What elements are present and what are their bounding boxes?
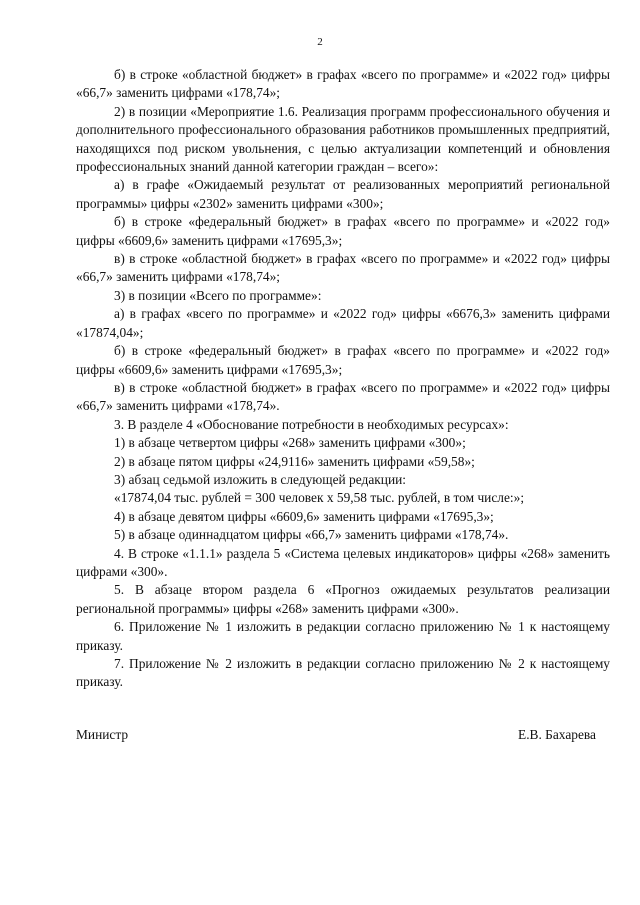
paragraph-2a-expected-result: а) в графе «Ожидаемый результат от реализованных мероприятий региональной программы» цифры «2302» заменить цифрами «300»;	[76, 177, 610, 211]
paragraph-section-6: 5. В абзаце втором раздела 6 «Прогноз ожидаемых результатов реализации региональной программы» цифры «268» заменить цифрами «300».	[76, 582, 610, 616]
paragraph-2-measure-1-6: 2) в позиции «Мероприятие 1.6. Реализация программ профессионального обучения и дополнительного профессионального образования работников промышленных предприятий, находящихся под риском увольнения, с целью актуализации компетенций и обновления профессиональных знаний данной категории граждан – всего»:	[76, 103, 610, 175]
signatory-name: Е.В. Бахарева	[518, 727, 596, 742]
paragraph-section-5: 4. В строке «1.1.1» раздела 5 «Система целевых индикаторов» цифры «268» заменить цифрами «300».	[76, 545, 610, 579]
paragraph-2b-federal-budget: б) в строке «федеральный бюджет» в графах «всего по программе» и «2022 год» цифры «6609,6» заменить цифрами «17695,3»;	[76, 214, 610, 248]
paragraph-3a-total: а) в графах «всего по программе» и «2022 год» цифры «6676,3» заменить цифрами «17874,04»;	[76, 306, 610, 340]
paragraph-section-4-item-3: 3) абзац седьмой изложить в следующей редакции:	[114, 471, 406, 487]
signatory-position: Министр	[76, 727, 129, 742]
paragraph-section-4-item-1: 1) в абзаце четвертом цифры «268» заменить цифрами «300»;	[114, 435, 466, 451]
paragraph-section-4-item-4: 4) в абзаце девятом цифры «6609,6» заменить цифрами «17695,3»;	[114, 508, 494, 524]
paragraph-3b-federal-budget: б) в строке «федеральный бюджет» в графах «всего по программе» и «2022 год» цифры «6609,6» заменить цифрами «17695,3»;	[76, 343, 610, 377]
paragraph-section-4-item-5: 5) в абзаце одиннадцатом цифры «66,7» заменить цифрами «178,74».	[114, 527, 509, 543]
paragraph-2c-regional-budget: в) в строке «областной бюджет» в графах «всего по программе» и «2022 год» цифры «66,7» заменить цифрами «178,74»;	[76, 251, 610, 285]
paragraph-section-4-formula: «17874,04 тыс. рублей = 300 человек х 59,58 тыс. рублей, в том числе:»;	[114, 490, 525, 506]
paragraph-appendix-1: 6. Приложение № 1 изложить в редакции согласно приложению № 1 к настоящему приказу.	[76, 619, 610, 653]
paragraph-section-4-item-2: 2) в абзаце пятом цифры «24,9116» заменить цифрами «59,58»;	[114, 453, 475, 469]
document-body	[76, 66, 610, 692]
paragraph-section-4: 3. В разделе 4 «Обоснование потребности в необходимых ресурсах»:	[114, 416, 509, 432]
paragraph-3c-regional-budget: в) в строке «областной бюджет» в графах «всего по программе» и «2022 год» цифры «66,7» заменить цифрами «178,74».	[76, 379, 610, 414]
paragraph-3-total-position: 3) в позиции «Всего по программе»:	[114, 287, 322, 303]
paragraph-appendix-2: 7. Приложение № 2 изложить в редакции согласно приложению № 2 к настоящему приказу.	[76, 656, 610, 690]
page-number: 2	[317, 36, 323, 48]
paragraph-1b-regional-budget: б) в строке «областной бюджет» в графах «всего по программе» и «2022 год» цифры «66,7» заменить цифрами «178,74»;	[76, 67, 610, 101]
